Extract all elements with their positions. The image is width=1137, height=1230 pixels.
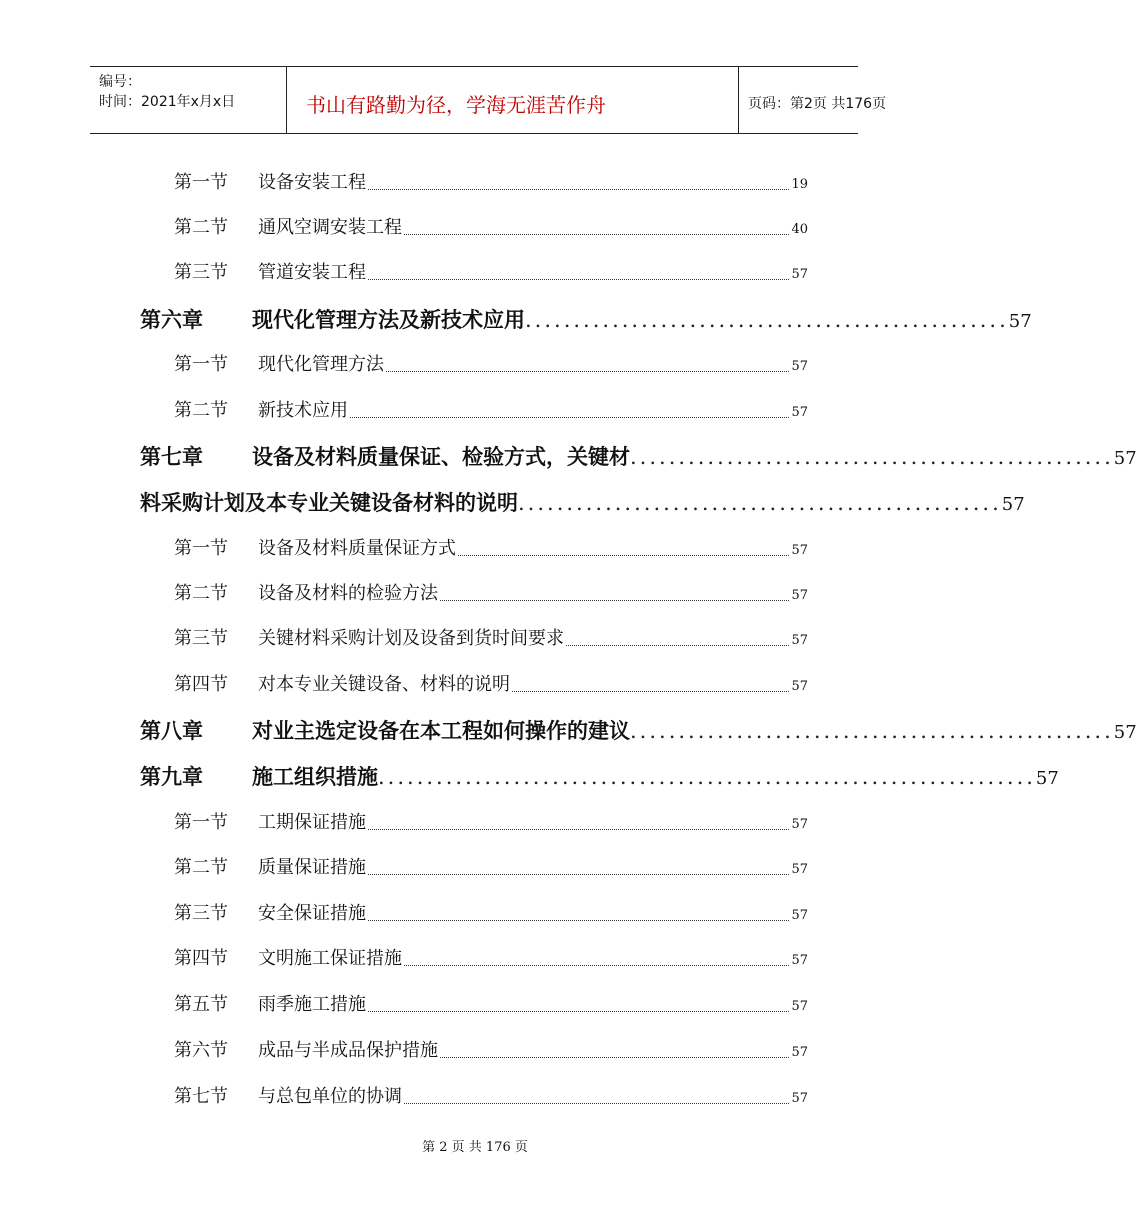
toc-leader: .................................................................... xyxy=(378,765,1036,789)
toc-entry-number: 第六节 xyxy=(174,1040,228,1061)
toc-entry-number: 第三节 xyxy=(174,903,228,924)
toc-leader xyxy=(440,1057,789,1058)
toc-chapter-number: 第九章 xyxy=(140,764,203,789)
header-meta-cell xyxy=(90,67,287,133)
toc-chapter-title: 现代化管理方法及新技术应用 xyxy=(252,307,525,332)
toc-entry[interactable] xyxy=(174,258,808,284)
toc-entry-number: 第四节 xyxy=(174,948,228,969)
toc-entry-page: 57 xyxy=(791,267,808,282)
toc-leader xyxy=(404,965,789,966)
toc-leader xyxy=(350,417,789,418)
toc-entry-title: 设备安装工程 xyxy=(258,172,366,193)
toc-chapter-number: 第七章 xyxy=(140,444,203,469)
page-header xyxy=(90,66,887,134)
toc-chapter-page: 57 xyxy=(1113,722,1137,743)
toc-leader xyxy=(386,371,789,372)
toc-entry[interactable] xyxy=(174,579,808,605)
toc-entry[interactable] xyxy=(174,168,808,194)
toc-entry[interactable] xyxy=(174,670,808,696)
toc-entry-title: 通风空调安装工程 xyxy=(258,217,402,238)
toc-chapter-continued[interactable] xyxy=(140,487,1025,517)
toc-entry-title: 质量保证措施 xyxy=(258,857,366,878)
toc-chapter[interactable] xyxy=(140,761,1059,791)
toc-entry-title: 对本专业关键设备、材料的说明 xyxy=(258,674,510,695)
toc-leader xyxy=(368,920,789,921)
toc-leader: .................................................. xyxy=(630,719,1114,743)
toc-entry-number: 第二节 xyxy=(174,857,228,878)
toc-leader xyxy=(566,645,789,646)
toc-entry-number: 第一节 xyxy=(174,812,228,833)
toc-entry[interactable] xyxy=(174,534,808,560)
toc-entry-title: 关键材料采购计划及设备到货时间要求 xyxy=(258,628,564,649)
toc-entry-title: 设备及材料的检验方法 xyxy=(258,583,438,604)
header-motto-cell xyxy=(286,67,739,133)
toc-chapter-title: 对业主选定设备在本工程如何操作的建议 xyxy=(252,718,630,743)
toc-entry-page: 57 xyxy=(791,953,808,968)
toc-entry-page: 40 xyxy=(791,222,808,237)
toc-leader xyxy=(404,1103,789,1104)
toc-chapter-page: 57 xyxy=(1113,448,1137,469)
toc-chapter-number: 第六章 xyxy=(140,307,203,332)
toc-entry-number: 第二节 xyxy=(174,400,228,421)
toc-leader xyxy=(458,555,789,556)
toc-leader xyxy=(404,234,789,235)
toc-entry-number: 第二节 xyxy=(174,217,228,238)
toc-entry[interactable] xyxy=(174,1036,808,1062)
toc-chapter[interactable] xyxy=(140,304,1032,334)
toc-chapter-title: 施工组织措施 xyxy=(252,764,378,789)
header-page-cell xyxy=(738,67,887,133)
toc-entry-number: 第一节 xyxy=(174,354,228,375)
toc-entry-page: 19 xyxy=(791,177,808,192)
toc-entry-title: 管道安装工程 xyxy=(258,262,366,283)
toc-chapter[interactable] xyxy=(140,715,1137,745)
toc-leader xyxy=(368,829,789,830)
toc-entry-title: 雨季施工措施 xyxy=(258,994,366,1015)
toc-entry-page: 57 xyxy=(791,999,808,1014)
toc-entry[interactable] xyxy=(174,213,808,239)
toc-entry[interactable] xyxy=(174,944,808,970)
toc-entry-page: 57 xyxy=(791,405,808,420)
toc-entry-title: 与总包单位的协调 xyxy=(258,1086,402,1107)
toc-entry-title: 安全保证措施 xyxy=(258,903,366,924)
toc-entry[interactable] xyxy=(174,1082,808,1108)
toc-entry-page: 57 xyxy=(791,588,808,603)
toc-entry-number: 第五节 xyxy=(174,994,228,1015)
toc-entry-page: 57 xyxy=(791,1045,808,1060)
toc-entry-page: 57 xyxy=(791,359,808,374)
document-time-label: 时间：2021年x月x日 xyxy=(99,94,236,110)
toc-leader xyxy=(440,600,789,601)
toc-entry[interactable] xyxy=(174,990,808,1016)
toc-entry-number: 第二节 xyxy=(174,583,228,604)
page-footer: 第 2 页 共 176 页 xyxy=(422,1140,528,1155)
toc-leader xyxy=(368,874,789,875)
header-motto: 书山有路勤为径，学海无涯苦作舟 xyxy=(306,93,606,117)
toc-entry-page: 57 xyxy=(791,543,808,558)
toc-entry-title: 新技术应用 xyxy=(258,400,348,421)
toc-entry[interactable] xyxy=(174,350,808,376)
toc-entry-number: 第四节 xyxy=(174,674,228,695)
toc-entry[interactable] xyxy=(174,808,808,834)
toc-entry-title: 设备及材料质量保证方式 xyxy=(258,538,456,559)
toc-entry[interactable] xyxy=(174,853,808,879)
toc-leader: .................................................. xyxy=(518,491,1002,515)
toc-entry-page: 57 xyxy=(791,908,808,923)
toc-entry[interactable] xyxy=(174,899,808,925)
toc-chapter-title: 料采购计划及本专业关键设备材料的说明 xyxy=(140,490,518,515)
toc-entry-title: 现代化管理方法 xyxy=(258,354,384,375)
toc-leader: .................................................. xyxy=(525,308,1009,332)
toc-entry-title: 工期保证措施 xyxy=(258,812,366,833)
toc-entry-title: 成品与半成品保护措施 xyxy=(258,1040,438,1061)
toc-entry-number: 第一节 xyxy=(174,172,228,193)
header-page-info: 页码：第2页 共176页 xyxy=(748,96,887,112)
toc-entry-page: 57 xyxy=(791,817,808,832)
toc-entry[interactable] xyxy=(174,624,808,650)
toc-entry-title: 文明施工保证措施 xyxy=(258,948,402,969)
toc-entry[interactable] xyxy=(174,396,808,422)
toc-entry-page: 57 xyxy=(791,633,808,648)
toc-chapter-number: 第八章 xyxy=(140,718,203,743)
toc-leader xyxy=(512,691,789,692)
toc-chapter-title: 设备及材料质量保证、检验方式，关键材 xyxy=(252,444,630,469)
toc-leader xyxy=(368,189,789,190)
toc-entry-number: 第三节 xyxy=(174,628,228,649)
toc-leader xyxy=(368,1011,789,1012)
toc-entry-page: 57 xyxy=(791,862,808,877)
toc-entry-page: 57 xyxy=(791,1091,808,1106)
toc-entry-number: 第一节 xyxy=(174,538,228,559)
toc-entry-number: 第七节 xyxy=(174,1086,228,1107)
toc-entry-number: 第三节 xyxy=(174,262,228,283)
toc-entry-page: 57 xyxy=(791,679,808,694)
toc-chapter-page: 57 xyxy=(1008,311,1032,332)
toc-chapter-page: 57 xyxy=(1035,768,1059,789)
toc-chapter[interactable] xyxy=(140,441,1137,471)
toc-leader xyxy=(368,279,789,280)
document-number-label: 编号： xyxy=(99,74,141,90)
toc-leader: .................................................. xyxy=(630,445,1114,469)
toc-chapter-page: 57 xyxy=(1001,494,1025,515)
